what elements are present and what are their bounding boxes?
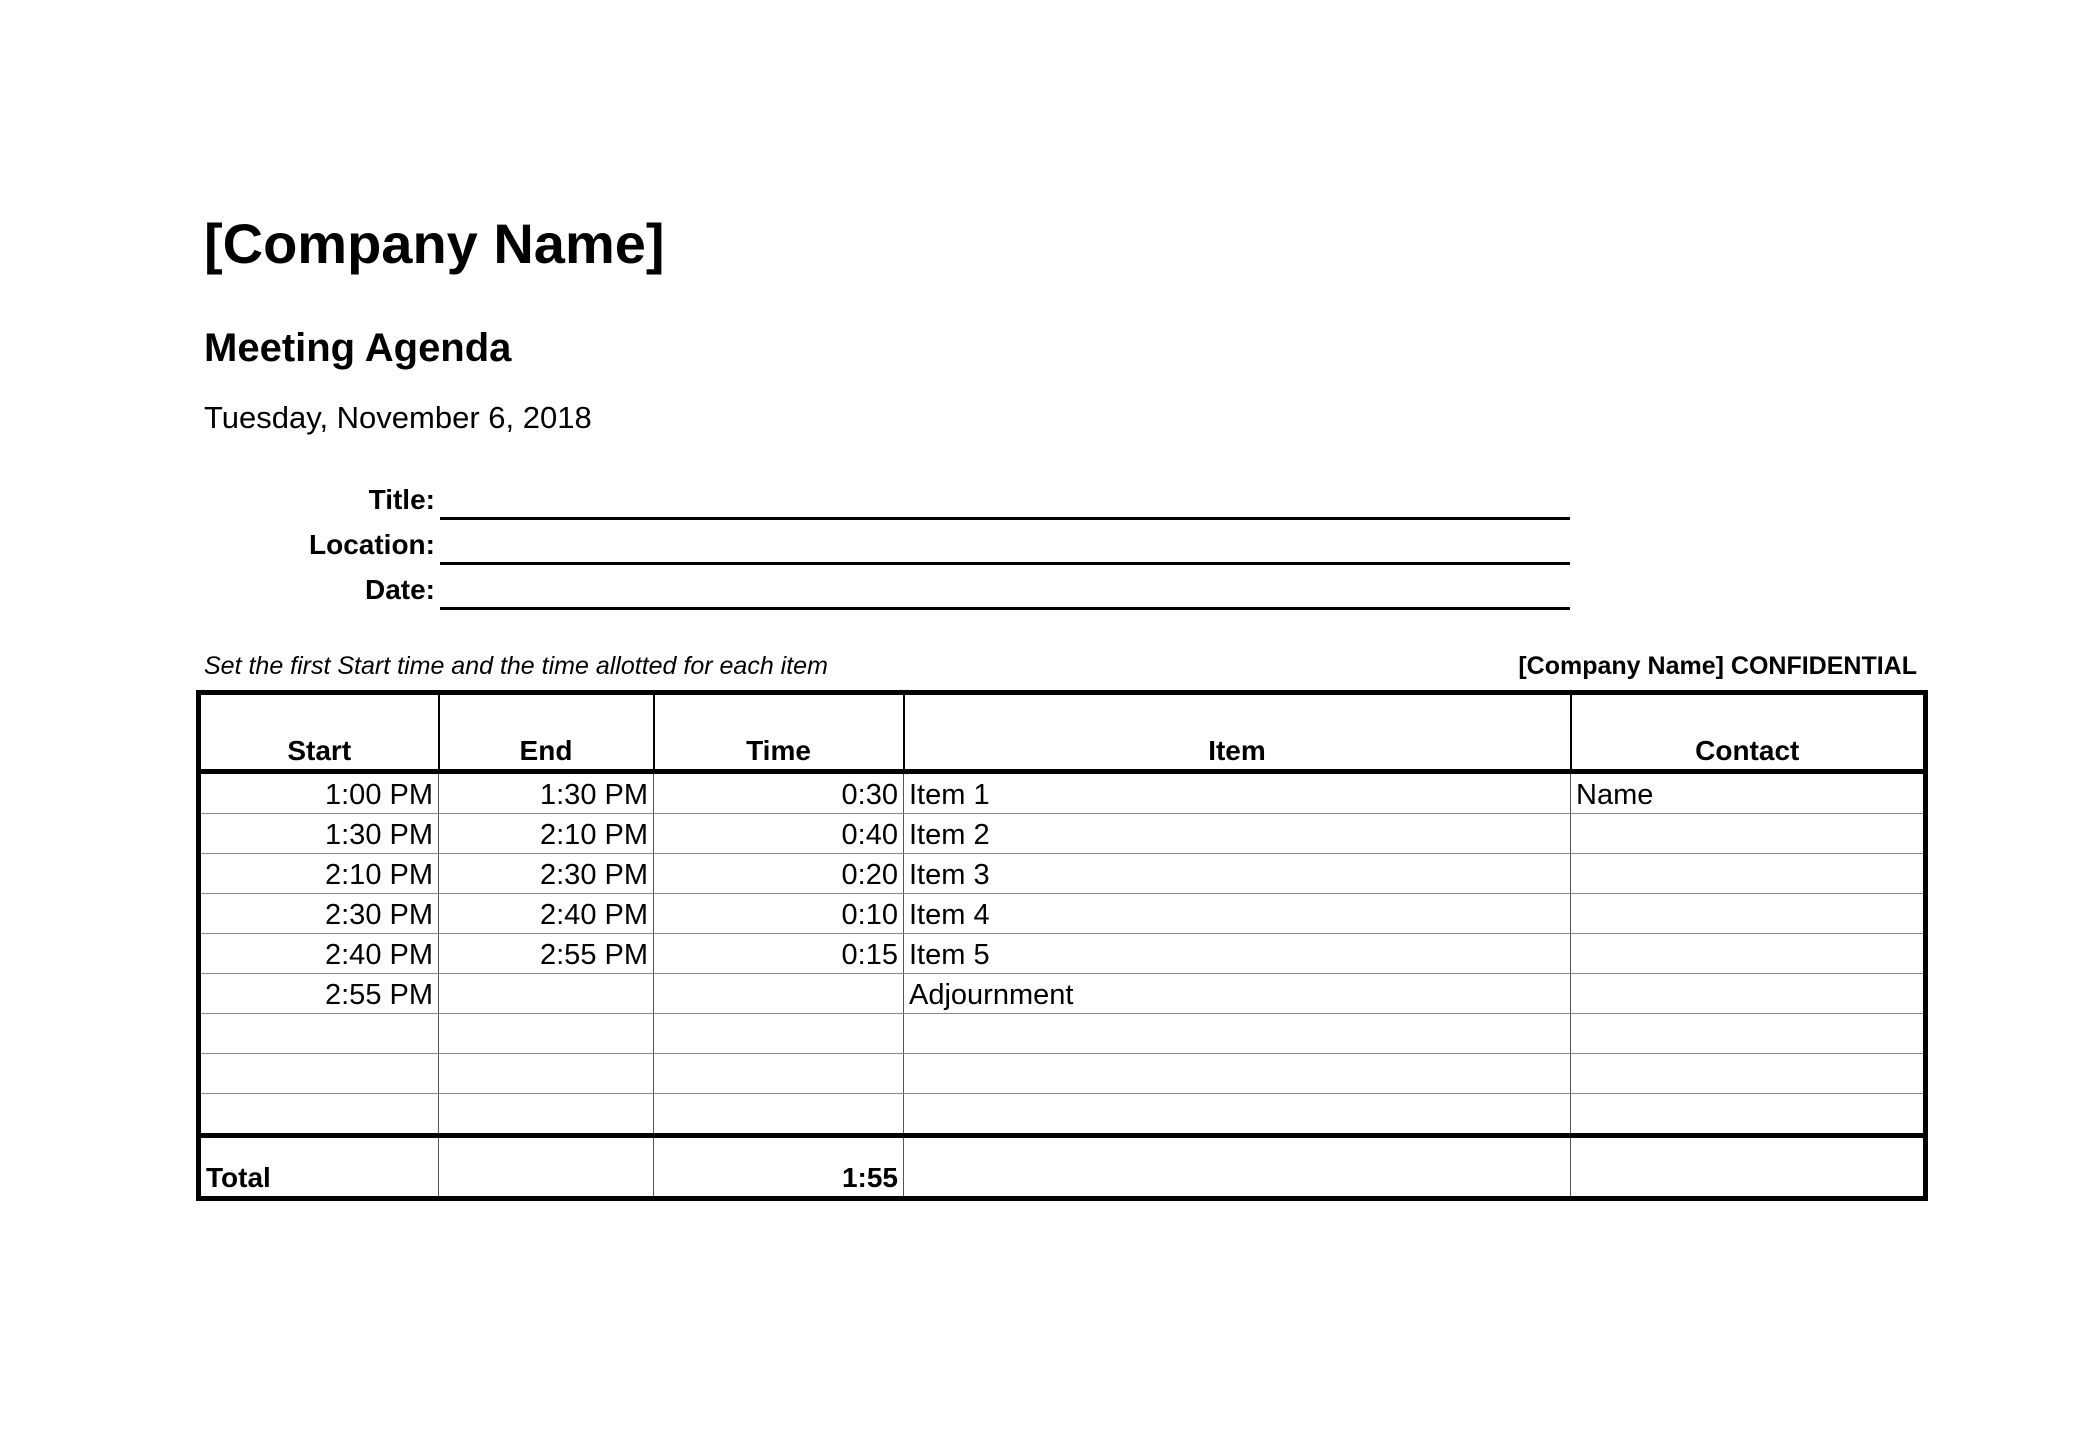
agenda-header-row bbox=[199, 693, 1926, 772]
end-cell[interactable]: 2:55 PM bbox=[439, 934, 654, 974]
end-cell[interactable] bbox=[439, 1094, 654, 1136]
time-cell[interactable]: 0:10 bbox=[654, 894, 904, 934]
start-cell[interactable]: 2:40 PM bbox=[199, 934, 439, 974]
item-cell[interactable]: Adjournment bbox=[904, 974, 1571, 1014]
end-cell[interactable]: 2:30 PM bbox=[439, 854, 654, 894]
item-cell[interactable] bbox=[904, 1014, 1571, 1054]
item-cell[interactable]: Item 4 bbox=[904, 894, 1571, 934]
company-name-title: [Company Name] bbox=[204, 212, 665, 275]
contact-cell[interactable] bbox=[1571, 974, 1926, 1014]
table-row bbox=[199, 974, 1926, 1014]
item-cell[interactable]: Item 5 bbox=[904, 934, 1571, 974]
meeting-agenda-heading: Meeting Agenda bbox=[204, 326, 512, 370]
table-row bbox=[199, 814, 1926, 854]
location-field-row bbox=[200, 521, 1570, 565]
time-cell[interactable] bbox=[654, 1094, 904, 1136]
date-field-row bbox=[200, 566, 1570, 610]
column-header-contact: Contact bbox=[1571, 693, 1926, 772]
end-cell[interactable]: 1:30 PM bbox=[439, 772, 654, 814]
location-field-label: Location: bbox=[309, 529, 435, 560]
item-cell[interactable] bbox=[904, 1054, 1571, 1094]
contact-cell[interactable] bbox=[1571, 934, 1926, 974]
time-cell[interactable] bbox=[654, 1054, 904, 1094]
table-row bbox=[199, 934, 1926, 974]
item-cell[interactable]: Item 3 bbox=[904, 854, 1571, 894]
start-cell[interactable]: 2:55 PM bbox=[199, 974, 439, 1014]
time-cell[interactable]: 0:15 bbox=[654, 934, 904, 974]
contact-cell[interactable] bbox=[1571, 854, 1926, 894]
table-row bbox=[199, 894, 1926, 934]
time-cell[interactable]: 0:40 bbox=[654, 814, 904, 854]
contact-cell[interactable] bbox=[1571, 1094, 1926, 1136]
contact-cell[interactable] bbox=[1571, 1014, 1926, 1054]
start-cell[interactable]: 2:30 PM bbox=[199, 894, 439, 934]
agenda-table bbox=[196, 690, 1928, 1201]
total-row bbox=[199, 1136, 1926, 1199]
title-field-label: Title: bbox=[368, 484, 435, 515]
end-cell[interactable]: 2:10 PM bbox=[439, 814, 654, 854]
column-header-end: End bbox=[439, 693, 654, 772]
contact-cell[interactable] bbox=[1571, 1054, 1926, 1094]
instruction-note: Set the first Start time and the time allotted for each item bbox=[204, 652, 828, 680]
contact-cell[interactable] bbox=[1571, 814, 1926, 854]
total-item-cell bbox=[904, 1136, 1571, 1199]
start-cell[interactable]: 1:00 PM bbox=[199, 772, 439, 814]
time-cell[interactable] bbox=[654, 1014, 904, 1054]
item-cell[interactable]: Item 1 bbox=[904, 772, 1571, 814]
agenda-date: Tuesday, November 6, 2018 bbox=[204, 400, 592, 435]
table-row bbox=[199, 854, 1926, 894]
total-contact-cell bbox=[1571, 1136, 1926, 1199]
table-row bbox=[199, 1094, 1926, 1136]
start-cell[interactable]: 1:30 PM bbox=[199, 814, 439, 854]
start-cell[interactable] bbox=[199, 1014, 439, 1054]
item-cell[interactable]: Item 2 bbox=[904, 814, 1571, 854]
total-end-cell bbox=[439, 1136, 654, 1199]
column-header-start: Start bbox=[199, 693, 439, 772]
table-row bbox=[199, 1014, 1926, 1054]
end-cell[interactable] bbox=[439, 1054, 654, 1094]
start-cell[interactable] bbox=[199, 1054, 439, 1094]
end-cell[interactable] bbox=[439, 974, 654, 1014]
date-field-label: Date: bbox=[364, 574, 435, 605]
time-cell[interactable]: 0:30 bbox=[654, 772, 904, 814]
table-row bbox=[199, 1054, 1926, 1094]
total-label: Total bbox=[199, 1136, 439, 1199]
time-cell[interactable]: 0:20 bbox=[654, 854, 904, 894]
date-field-line[interactable] bbox=[440, 607, 1570, 610]
confidential-note: [Company Name] CONFIDENTIAL bbox=[1518, 652, 1917, 680]
table-row bbox=[199, 772, 1926, 814]
total-time-value: 1:55 bbox=[654, 1136, 904, 1199]
contact-cell[interactable] bbox=[1571, 894, 1926, 934]
title-field-line[interactable] bbox=[440, 517, 1570, 520]
contact-cell[interactable]: Name bbox=[1571, 772, 1926, 814]
location-field-line[interactable] bbox=[440, 562, 1570, 565]
end-cell[interactable] bbox=[439, 1014, 654, 1054]
item-cell[interactable] bbox=[904, 1094, 1571, 1136]
column-header-item: Item bbox=[904, 693, 1571, 772]
start-cell[interactable] bbox=[199, 1094, 439, 1136]
start-cell[interactable]: 2:10 PM bbox=[199, 854, 439, 894]
time-cell[interactable] bbox=[654, 974, 904, 1014]
end-cell[interactable]: 2:40 PM bbox=[439, 894, 654, 934]
column-header-time: Time bbox=[654, 693, 904, 772]
title-field-row bbox=[200, 476, 1570, 520]
